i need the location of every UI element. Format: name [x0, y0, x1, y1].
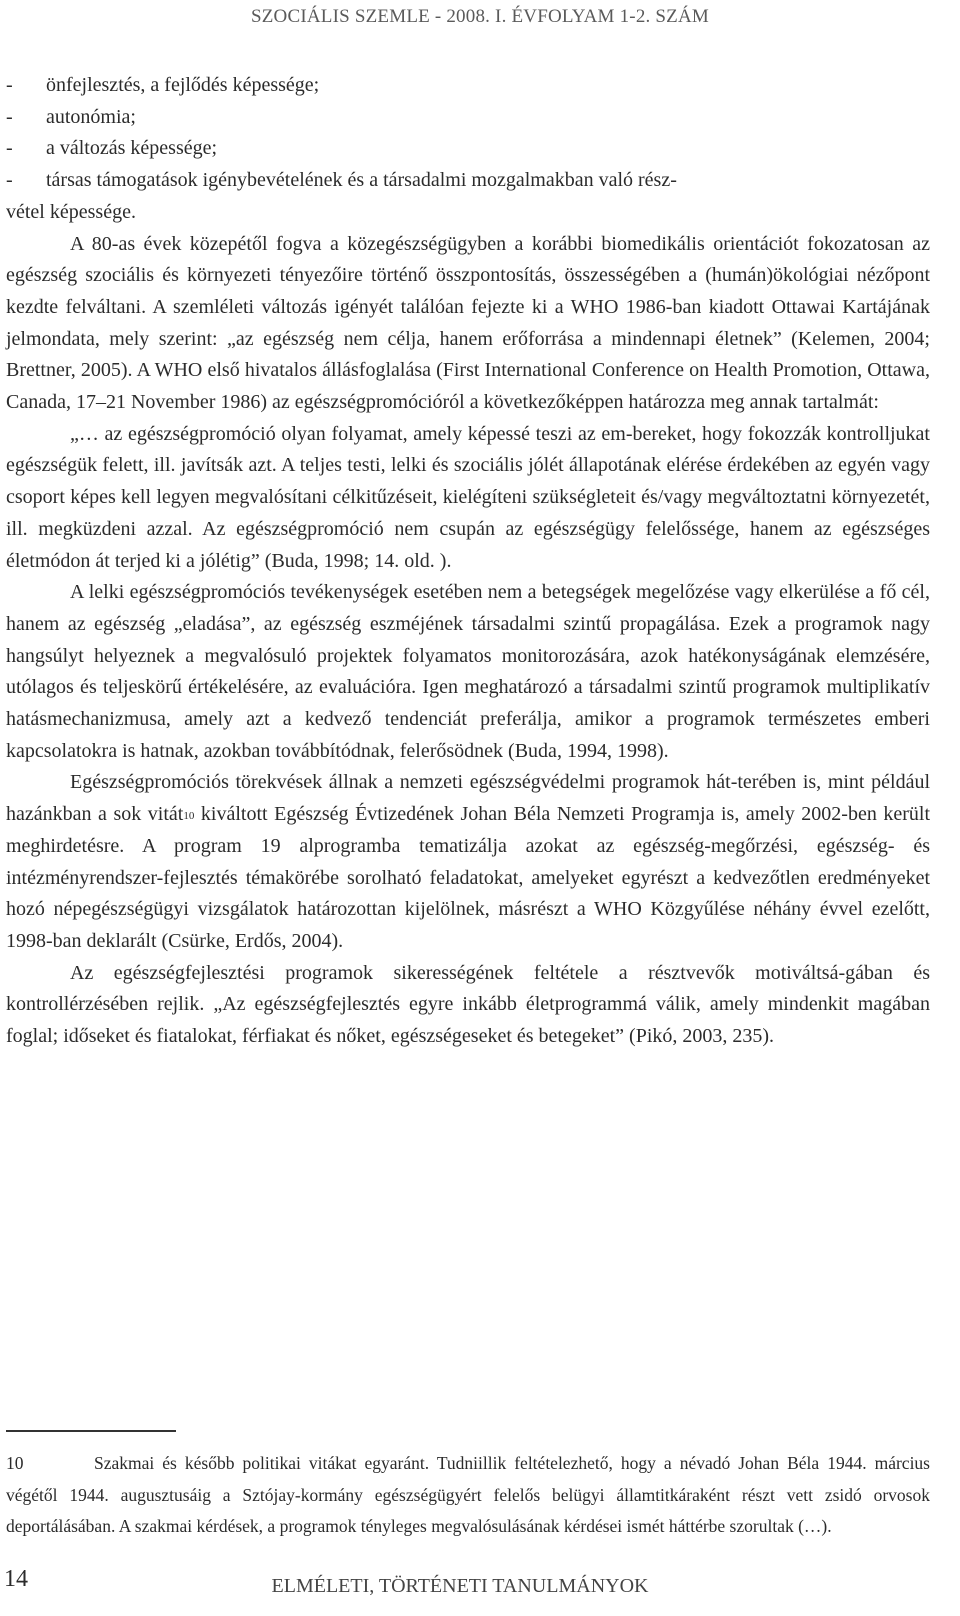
list-dash: - [6, 74, 13, 96]
body-text [6, 70, 930, 1053]
running-header: SZOCIÁLIS SZEMLE - 2008. I. ÉVFOLYAM 1-2. SZÁM [250, 6, 710, 27]
paragraph-4-end: kiváltott Egészség Évtizedének Johan Béla Nemzeti Programja is, amely 2002-ben került meghirdetésre. A program 19 alprogramba tematizálja azokat az egészség-megőrzési, egészség- és intézményrendszer-fejlesztés témakörébe sorolható feladatokat, amelyeket egyrészt a kedvezőtlen eredményeket hozó népegészségügyi vizsgálatok határozottan kijelölnek, másrészt a WHO Közgyűlése néhány évvel ezelőtt, 1998-ban deklarált (Csürke, Erdős, 2004). [6, 803, 931, 952]
list-continuation: vétel képessége. [6, 200, 136, 223]
list-dash: - [6, 169, 13, 192]
list-item-text: önfejlesztés, a fejlődés képessége; [46, 74, 320, 96]
paragraph-4-start: Egészségpromóciós törekvések állnak a nemzeti egészségvédelmi programok hát-terében is, mint például hazánkban a sok vitát [6, 771, 930, 826]
list-item [6, 165, 930, 197]
footnote-text: Szakmai és később politikai vitákat egyaránt. Tudniillik feltételezhető, hogy a névadó Johan Béla 1944. március végétől 1944. augusztusáig a Sztójay-kormány egészségügyért felelős belügyi államtitkáraként részt vett zsidó orvosok deportálásában. A szakmai kérdések, a programok tényleges megvalósulásának kérdései ismét háttérbe szorultak (…). [6, 1453, 930, 1536]
paragraph-2-quote: „… az egészségpromóció olyan folyamat, amely képessé teszi az em-bereket, hogy fokozzák kontrolljukat egészségük felett, ill. javítsák azt. A teljes testi, lelki és szociális jólét állapotának elérése érdekében az egyén vagy csoport képes kell legyen megvalósítani célkitűzéseit, kielégíteni szükségleteit és/vagy megváltoztatni környezetét, ill. megküzdeni azzal. Az egészségpromóció nem csupán az egészségügy felelőssége, hanem az egészséges életmódon át terjed ki a jólétig” (Buda, 1998; 14. old. ). [6, 422, 930, 572]
footnote-divider [6, 1430, 176, 1432]
section-footer: ELMÉLETI, TÖRTÉNETI TANULMÁNYOK [271, 1575, 649, 1597]
paragraph-4 [6, 767, 930, 957]
paragraph-5: Az egészségfejlesztési programok sikerességének feltétele a résztvevők motiváltsá-gában és kontrollérzésében rejlik. „Az egészségfejlesztés egyre inkább életprogrammá válik, amely mindenkit magában foglal; időseket és fiatalokat, férfiakat és nőket, egészségeseket és betegeket” (Pikó, 2003, 235). [6, 961, 930, 1048]
list-item [6, 102, 930, 134]
paragraph-1: A 80-as évek közepétől fogva a közegészségügyben a korábbi biomedikális orientációt fokozatosan az egészség szociális és környezeti tényezőire történő összpontosítás, összességében a (humán)ökológiai nézőpont kezdte felváltani. A szemléleti változás igényét találóan fejezte ki a WHO 1986-ban kiadott Ottawai Kartájának jelmondata, mely szerint: „az egészség nem célja, hanem erőforrása a mindennapi életnek” (Kelemen, 2004; Brettner, 2005). A WHO első hivatalos állásfoglalása (First International Conference on Health Promotion, Ottawa, Canada, 17–21 November 1986) az egészségpromócióról a következőképpen határozza meg annak tartalmát: [6, 232, 930, 414]
list-item-text: autonómia; [46, 105, 136, 128]
list-item [6, 133, 930, 165]
list-dash: - [6, 105, 13, 128]
bullet-list [6, 70, 930, 197]
list-item-text: társas támogatások igénybevételének és a társadalmi mozgalmakban való rész- [46, 169, 677, 192]
footnote-reference[interactable]: 10 [183, 810, 195, 823]
list-item-text: a változás képessége; [46, 137, 218, 160]
footnote [6, 1448, 930, 1543]
list-item [6, 70, 930, 102]
paragraph-3: A lelki egészségpromóciós tevékenységek esetében nem a betegségek megelőzése vagy elkerülése a fő cél, hanem az egészség „eladása”, az egészség eszméjének társadalmi szintű propagálása. Ezek a programok nagy hangsúlyt helyeznek a megvalósuló projektek folyamatos monitorozására, azok hatékonyságának elemzésére, utólagos és teljeskörű értékelésére, az evaluációra. Igen meghatározó a társadalmi szintű programok multiplikatív hatásmechanizmusa, amely azt a kedvező tendenciát preferálja, amikor a programok természetes emberi kapcsolatokra is hatnak, azokban továbbítódnak, felerősödnek (Buda, 1994, 1998). [6, 581, 930, 762]
page-number: 14 [4, 1566, 28, 1592]
footnote-number: 10 [6, 1453, 24, 1473]
list-dash: - [6, 137, 13, 160]
